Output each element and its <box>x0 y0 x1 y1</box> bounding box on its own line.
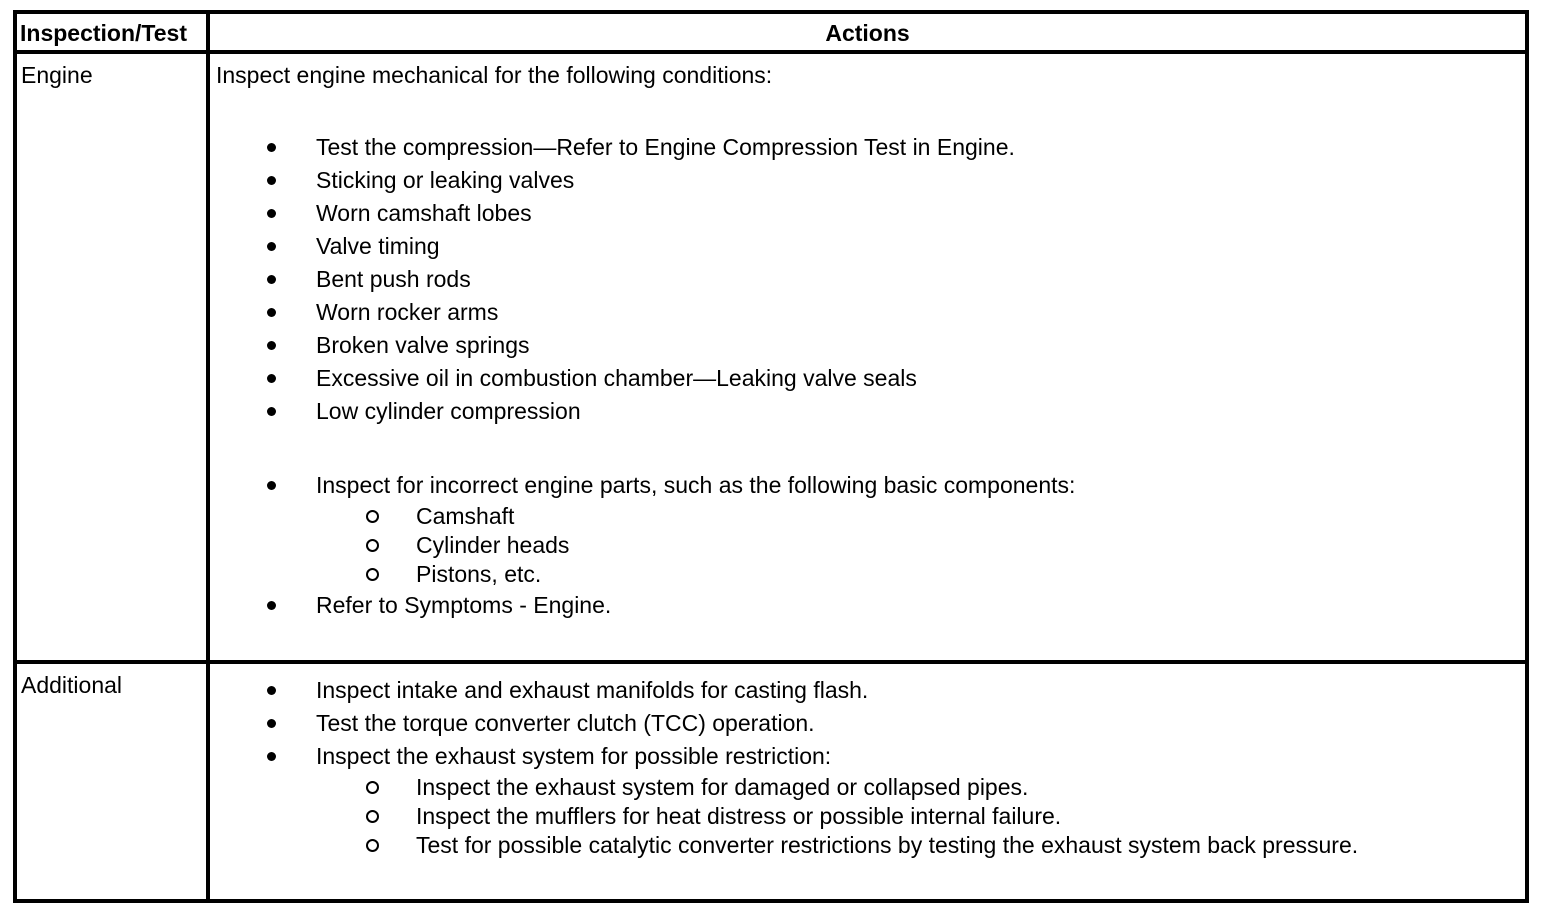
header-row-divider <box>13 50 1529 54</box>
circle-bullet-icon <box>366 781 379 794</box>
circle-bullet-icon <box>366 510 379 523</box>
circle-bullet-icon <box>366 568 379 581</box>
bullet-icon <box>267 209 276 218</box>
list-item: Refer to Symptoms - Engine. <box>0 592 1075 618</box>
sub-list-item: Test for possible catalytic converter restrictions by testing the exhaust system back pressure. <box>0 831 1358 860</box>
list-item: Low cylinder compression <box>0 398 1015 431</box>
bullet-icon <box>267 242 276 251</box>
bullet-icon <box>267 407 276 416</box>
circle-bullet-icon <box>366 839 379 852</box>
list-item: Inspect for incorrect engine parts, such as the following basic components: <box>0 472 1075 502</box>
additional-actions-list <box>0 677 1358 860</box>
bullet-icon <box>267 481 276 490</box>
bullet-icon <box>267 275 276 284</box>
bullet-icon <box>267 374 276 383</box>
bullet-icon <box>267 752 276 761</box>
row-label-additional: Additional <box>21 672 123 698</box>
list-item: Bent push rods <box>0 266 1015 299</box>
list-item: Valve timing <box>0 233 1015 266</box>
sub-list-item: Inspect the exhaust system for damaged or collapsed pipes. <box>0 773 1358 802</box>
sub-list-item: Camshaft <box>0 502 1075 531</box>
list-item: Broken valve springs <box>0 332 1015 365</box>
list-item: Worn camshaft lobes <box>0 200 1015 233</box>
sub-list-item: Inspect the mufflers for heat distress or possible internal failure. <box>0 802 1358 831</box>
list-item: Inspect intake and exhaust manifolds for casting flash. <box>0 677 1358 710</box>
bullet-icon <box>267 719 276 728</box>
row-label-engine: Engine <box>21 62 93 88</box>
circle-bullet-icon <box>366 539 379 552</box>
list-item: Inspect the exhaust system for possible restriction: <box>0 743 1358 773</box>
sub-list-item: Pistons, etc. <box>0 560 1075 592</box>
sub-list-item: Cylinder heads <box>0 531 1075 560</box>
list-item: Sticking or leaking valves <box>0 167 1015 200</box>
engine-intro-text: Inspect engine mechanical for the following conditions: <box>216 62 773 88</box>
list-item: Test the compression—Refer to Engine Compression Test in Engine. <box>0 134 1015 167</box>
bullet-icon <box>267 341 276 350</box>
column-header-actions: Actions <box>825 20 910 46</box>
row-divider <box>13 660 1529 664</box>
bullet-icon <box>267 143 276 152</box>
bullet-icon <box>267 601 276 610</box>
bullet-icon <box>267 686 276 695</box>
list-item: Worn rocker arms <box>0 299 1015 332</box>
column-header-inspection-test: Inspection/Test <box>20 20 187 46</box>
circle-bullet-icon <box>366 810 379 823</box>
bullet-icon <box>267 176 276 185</box>
engine-conditions-list <box>0 134 1015 431</box>
list-item: Excessive oil in combustion chamber—Leaking valve seals <box>0 365 1015 398</box>
list-item: Test the torque converter clutch (TCC) operation. <box>0 710 1358 743</box>
bullet-icon <box>267 308 276 317</box>
engine-parts-list <box>0 472 1075 618</box>
